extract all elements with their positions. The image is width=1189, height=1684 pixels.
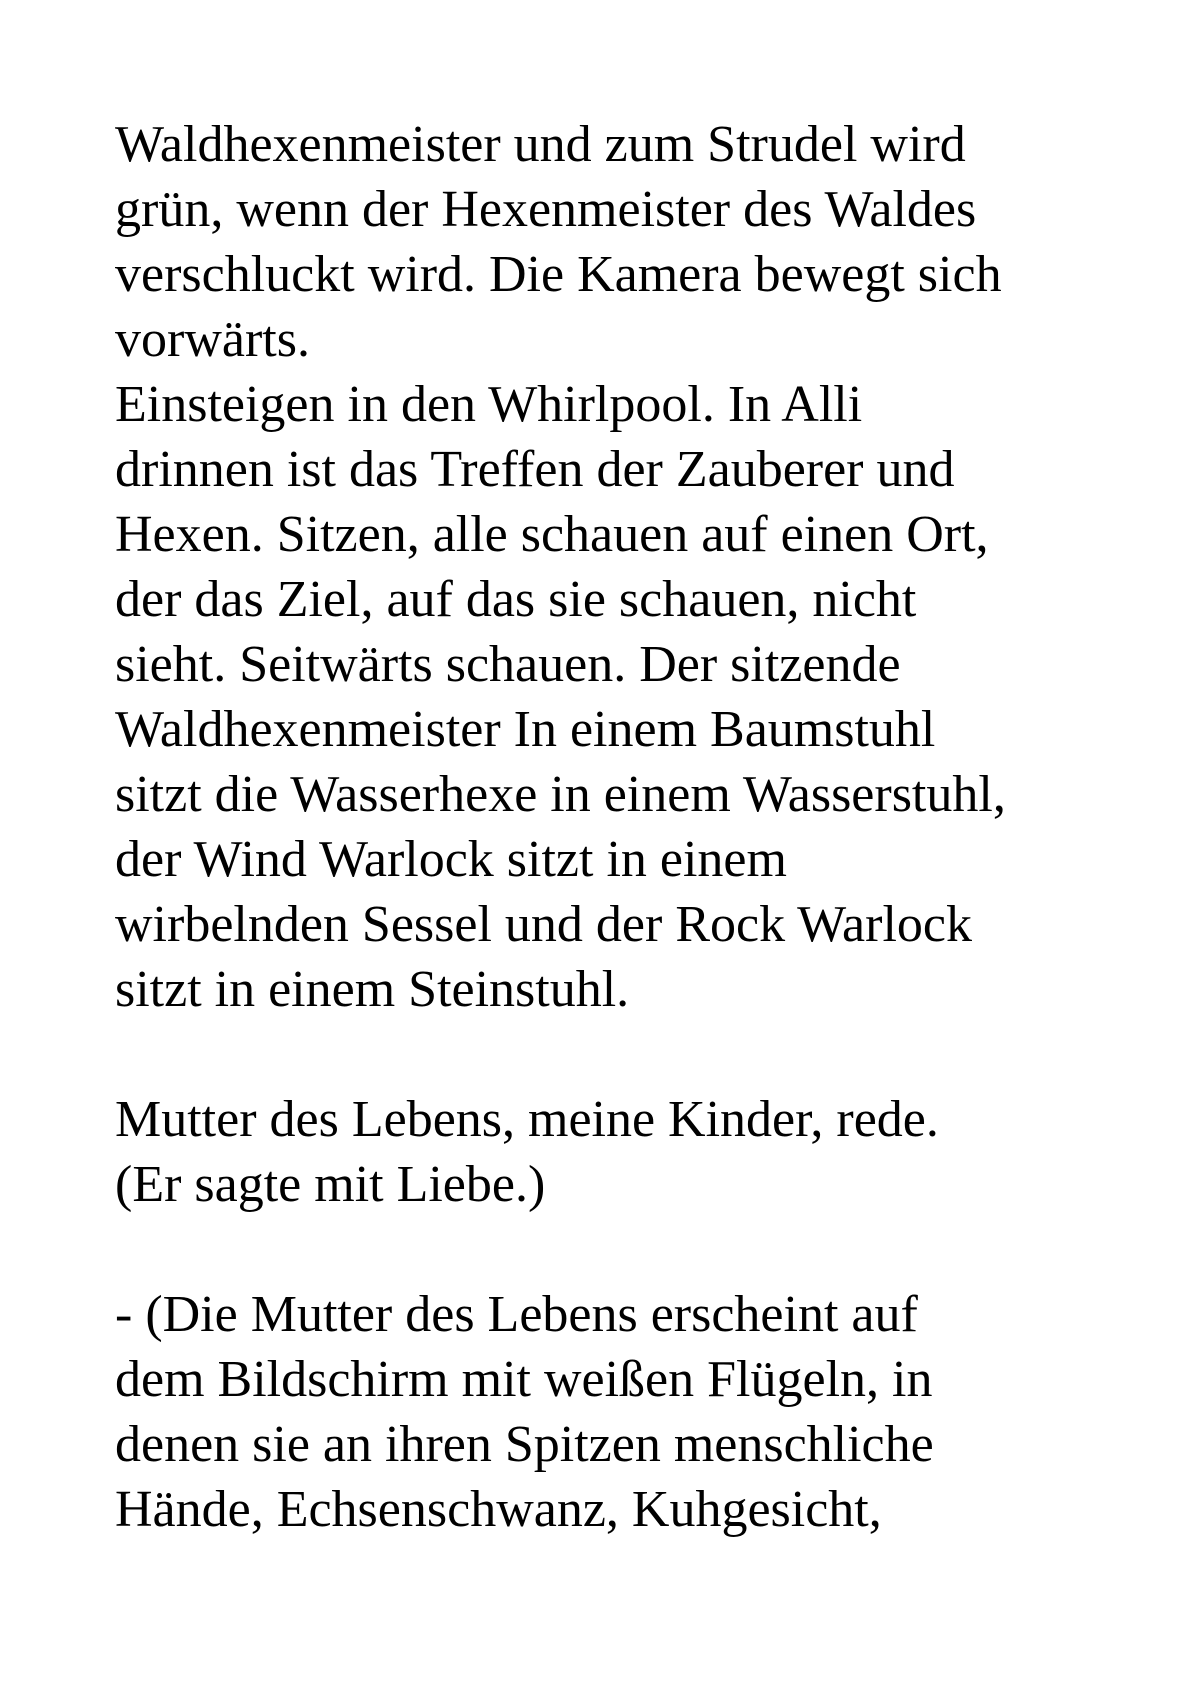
text-line: sieht. Seitwärts schauen. Der sitzende [115, 636, 901, 693]
paragraph-3 [115, 1282, 1115, 1542]
paragraph-2 [115, 1087, 1115, 1217]
text-line: sitzt in einem Steinstuhl. [115, 961, 630, 1018]
text-line: Waldhexenmeister In einem Baumstuhl [115, 701, 936, 758]
text-line: Einsteigen in den Whirlpool. In Alli [115, 376, 863, 433]
text-line: denen sie an ihren Spitzen menschliche [115, 1416, 934, 1473]
paragraph-spacer [115, 1022, 1115, 1087]
text-line: sitzt die Wasserhexe in einem Wasserstuhl, [115, 766, 1006, 823]
text-line: Hexen. Sitzen, alle schauen auf einen Ort, [115, 506, 989, 563]
document-body [115, 112, 1115, 1542]
paragraph-1 [115, 112, 1115, 1022]
text-line: drinnen ist das Treffen der Zauberer und [115, 441, 955, 498]
text-line: wirbelnden Sessel und der Rock Warlock [115, 896, 972, 953]
text-line: verschluckt wird. Die Kamera bewegt sich [115, 246, 1002, 303]
text-line: der Wind Warlock sitzt in einem [115, 831, 787, 888]
text-line: dem Bildschirm mit weißen Flügeln, in [115, 1351, 933, 1408]
text-line: der das Ziel, auf das sie schauen, nicht [115, 571, 917, 628]
paragraph-spacer [115, 1217, 1115, 1282]
text-line: vorwärts. [115, 311, 310, 368]
text-line: (Er sagte mit Liebe.) [115, 1156, 546, 1213]
text-line: grün, wenn der Hexenmeister des Waldes [115, 181, 977, 238]
text-line: - (Die Mutter des Lebens erscheint auf [115, 1286, 918, 1343]
text-line: Hände, Echsenschwanz, Kuhgesicht, [115, 1481, 882, 1538]
text-line: Mutter des Lebens, meine Kinder, rede. [115, 1091, 939, 1148]
text-line: Waldhexenmeister und zum Strudel wird [115, 116, 966, 173]
